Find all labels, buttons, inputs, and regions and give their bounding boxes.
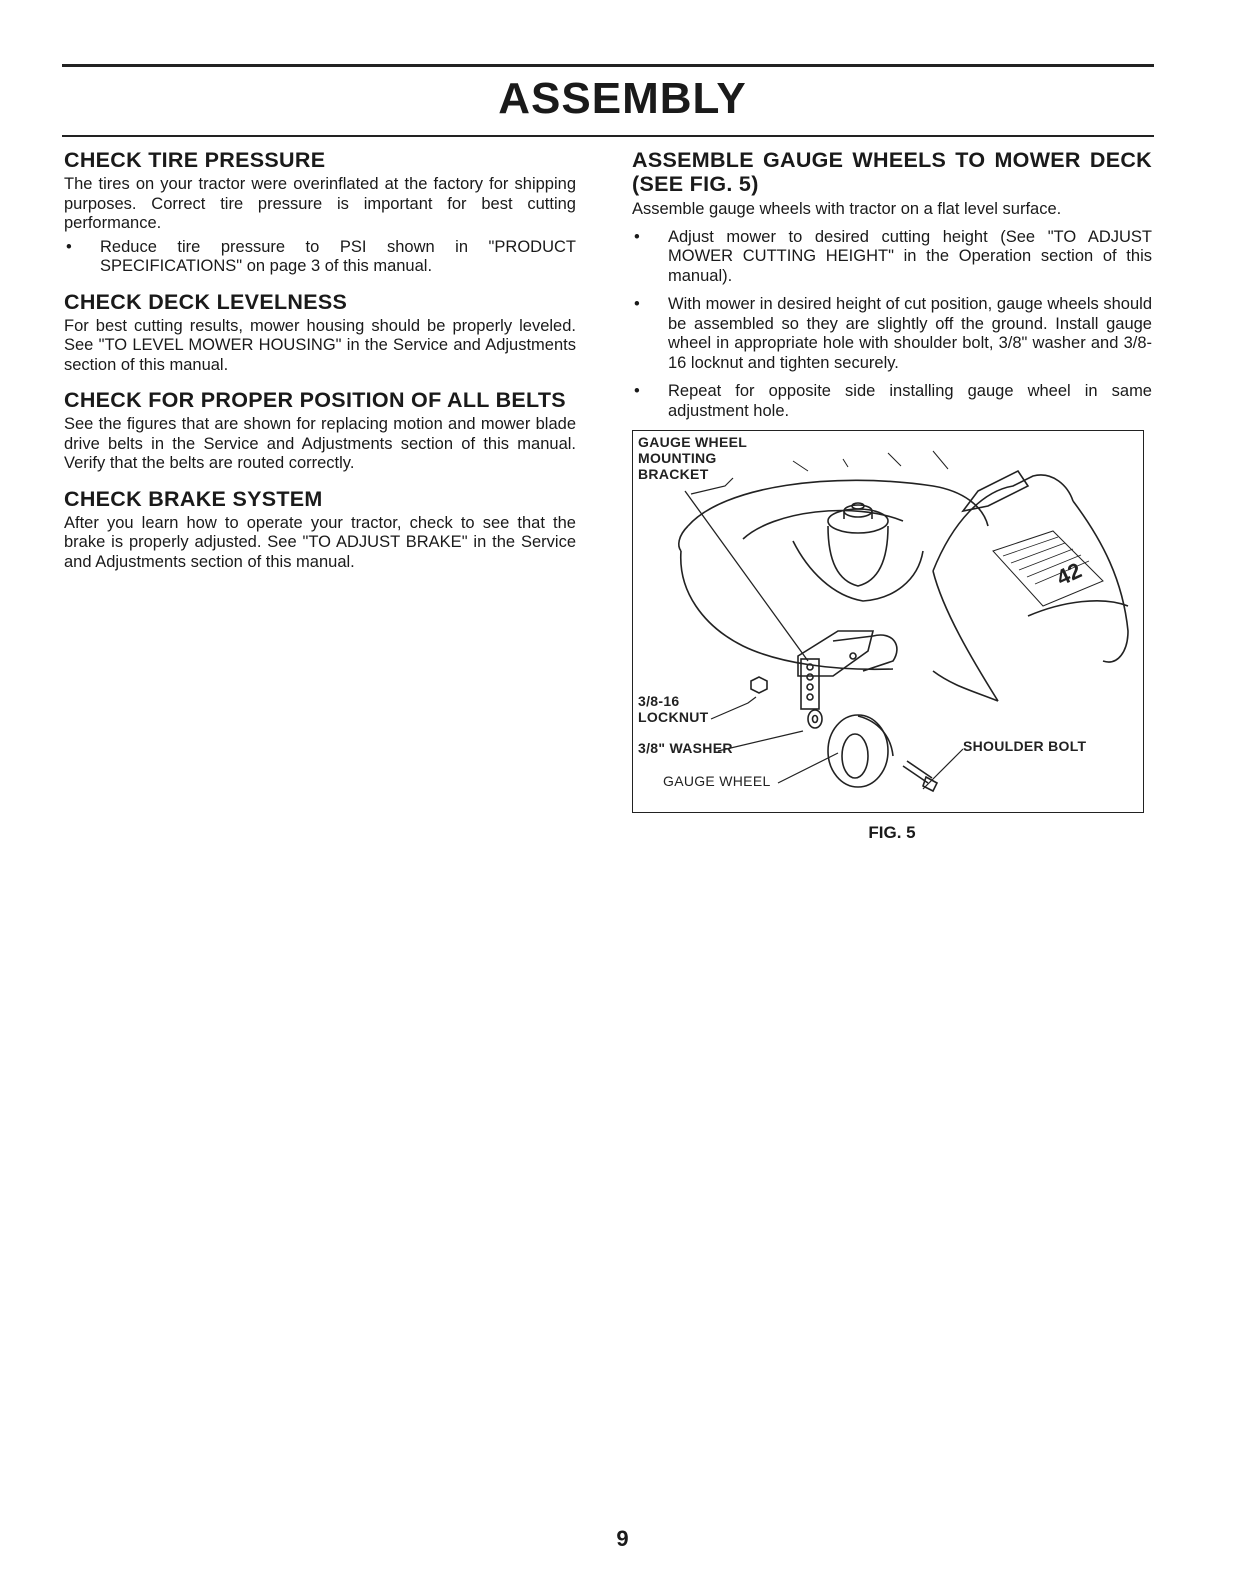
section-tire-pressure [64, 148, 576, 277]
deck-badge: 42 [1052, 557, 1086, 591]
list-item [632, 295, 1152, 373]
bullet-icon: • [634, 295, 640, 313]
figure-5 [632, 430, 1144, 813]
bullet-icon: • [634, 382, 640, 400]
shoulder-bolt [903, 761, 932, 783]
page-title: ASSEMBLY [498, 74, 747, 123]
figure-caption: FIG. 5 [868, 823, 916, 842]
list-item [64, 238, 576, 277]
locknut [751, 677, 767, 693]
bullet-list [64, 238, 576, 277]
callout-shoulder-bolt: SHOULDER BOLT [963, 738, 1087, 754]
deck-skirt [681, 551, 893, 669]
section-body: Assemble gauge wheels with tractor on a flat level surface. [632, 200, 1062, 218]
section-body: See the figures that are shown for replacing motion and mower blade drive belts in the Service and Adjustments section of this manual. Verify that the belts are routed correctly. [64, 415, 576, 472]
list-item [632, 228, 1152, 287]
right-column [632, 148, 1152, 843]
list-item [632, 382, 1152, 421]
left-column [64, 148, 576, 585]
section-heading: CHECK DECK LEVELNESS [64, 289, 348, 314]
pulley [828, 509, 888, 533]
section-brake-system [64, 487, 576, 573]
list-item-text: Repeat for opposite side installing gauge wheel in same adjustment hole. [668, 382, 1152, 420]
belt-cover [933, 475, 1073, 571]
top-rule [62, 64, 1154, 67]
section-body: The tires on your tractor were overinflated at the factory for shipping purposes. Correct tire pressure is important for best cutting performance. [64, 175, 576, 232]
washer [808, 710, 822, 728]
bullet-list [632, 228, 1152, 422]
callout-washer: 3/8" WASHER [638, 740, 733, 756]
section-heading: CHECK BRAKE SYSTEM [64, 486, 323, 511]
gauge-wheel [828, 715, 888, 787]
section-heading: CHECK TIRE PRESSURE [64, 148, 326, 172]
section-heading: ASSEMBLE GAUGE WHEELS TO MOWER DECK (SEE FIG. 5) [632, 148, 1152, 196]
section-heading: CHECK FOR PROPER POSITION OF ALL BELTS [64, 388, 566, 412]
list-item-text: Reduce tire pressure to PSI shown in "PRODUCT SPECIFICATIONS" on page 3 of this manual. [100, 237, 576, 275]
section-deck-levelness [64, 290, 576, 376]
title-underline-rule [62, 135, 1154, 137]
section-body: For best cutting results, mower housing should be properly leveled. See "TO LEVEL MOWER HOUSING" in the Service and Adjustments section of this manual. [64, 316, 576, 374]
bullet-icon: • [66, 237, 72, 256]
list-item-text: With mower in desired height of cut position, gauge wheels should be assembled so they are slightly off the ground. Install gauge wheel in appropriate hole with shoulder bolt, 3/8" washer and 3/8-16 locknut and tighten securely. [668, 295, 1152, 372]
callout-locknut: 3/8-16 LOCKNUT [638, 693, 709, 725]
section-body: After you learn how to operate your tractor, check to see that the brake is properly adjusted. See "TO ADJUST BRAKE" in the Service and Adjustments section of this manual. [64, 513, 576, 571]
page-number: 9 [616, 1526, 629, 1551]
bullet-icon: • [634, 227, 640, 246]
list-item-text: Adjust mower to desired cutting height (See "TO ADJUST MOWER CUTTING HEIGHT" in the Operation section of this manual). [668, 227, 1152, 285]
callout-gauge-wheel: GAUGE WHEEL [663, 773, 771, 789]
callout-mounting-bracket: GAUGE WHEEL MOUNTING BRACKET [638, 434, 748, 482]
section-belts [64, 388, 576, 474]
deck-rim [688, 480, 988, 526]
